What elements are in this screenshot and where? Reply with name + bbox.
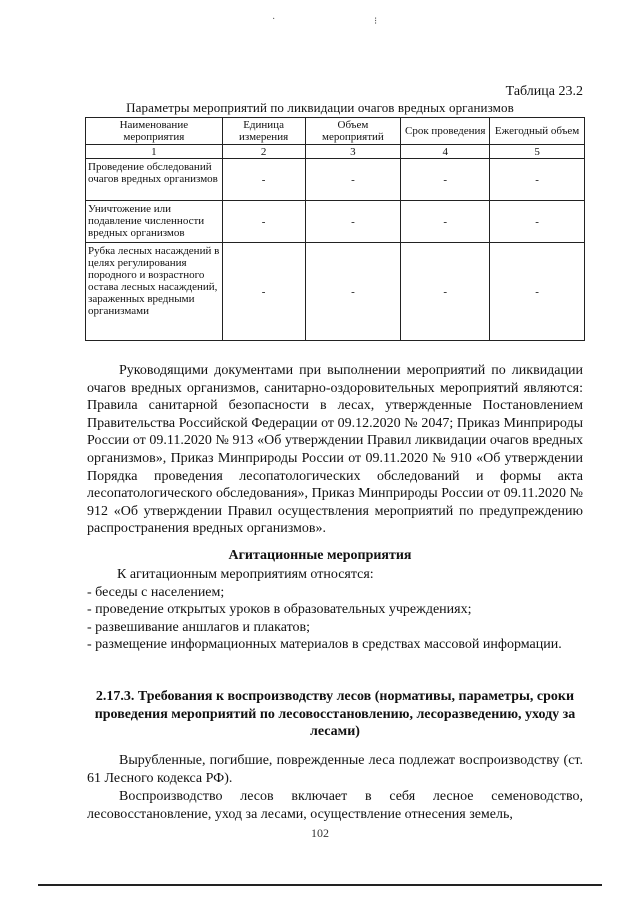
header-cell: Объем мероприятий bbox=[305, 118, 401, 145]
body-paragraph bbox=[87, 362, 583, 538]
row-name-cell: Проведение обследований очагов вредных организмов bbox=[86, 159, 223, 201]
list-item: - размещение информационных материалов в средствах массовой информации. bbox=[87, 637, 562, 653]
value-cell: - bbox=[401, 201, 490, 243]
column-number: 2 bbox=[222, 145, 305, 159]
footer-rule bbox=[38, 884, 602, 886]
table-title: Параметры мероприятий по ликвидации очагов вредных организмов bbox=[126, 100, 514, 115]
body-paragraph bbox=[87, 752, 583, 787]
list-item: - развешивание аншлагов и плакатов; bbox=[87, 619, 311, 635]
table-row bbox=[86, 243, 585, 341]
value-cell: - bbox=[401, 159, 490, 201]
column-number: 3 bbox=[305, 145, 401, 159]
scan-speck: · bbox=[272, 14, 276, 25]
table-row bbox=[86, 201, 585, 243]
value-cell: - bbox=[401, 243, 490, 341]
list-item: - беседы с населением; bbox=[87, 584, 225, 600]
section-heading: 2.17.3. Требования к воспроизводству лесов (нормативы, параметры, сроки проведения мероприятий по лесовосстановлению, лесоразведению, уходу за лесами) bbox=[94, 689, 576, 740]
value-cell: - bbox=[305, 243, 401, 341]
value-cell: - bbox=[222, 201, 305, 243]
header-cell: Наименование мероприятия bbox=[86, 118, 223, 145]
page-number: 102 bbox=[311, 826, 329, 840]
column-number: 4 bbox=[401, 145, 490, 159]
column-number-row bbox=[86, 145, 585, 159]
body-paragraph bbox=[87, 788, 583, 823]
section-subheading: Агитационные мероприятия bbox=[228, 548, 412, 563]
table-row bbox=[86, 159, 585, 201]
row-name-cell: Уничтожение или подавление численности вредных организмов bbox=[86, 201, 223, 243]
paragraph-text: Руководящими документами при выполнении мероприятий по ликвидации очагов вредных организмов, санитарно-оздоровительных мероприятий являются: Правила санитарной безопасности в лесах, утвержденные Постановлением Правительства Российской Федерации от 09.12.2020 № 2047; Приказ Минприроды России от 09.11.2020 № 913 «Об утверждении Правил ликвидации очагов вредных организмов», Приказ Минприроды России от 09.11.2020 № 910 «Об утверждении Порядка проведения лесопатологических обследований и формы акта лесопатологического обследования», Приказ Минприроды России от 09.11.2020 № 912 «Об утверждении Правил осуществления мероприятий по предупреждению распространения вредных организмов». bbox=[87, 363, 583, 537]
paragraph-text: Воспроизводство лесов включает в себя лесное семеноводство, лесовосстановление, уход за лесами, осуществление отнесения земель, bbox=[87, 789, 583, 822]
row-name-cell: Рубка лесных насаждений в целях регулирования породного и возрастного остава лесных насаждений, зараженных вредными организмами bbox=[86, 243, 223, 341]
header-cell: Срок проведения bbox=[401, 118, 490, 145]
table-number: Таблица 23.2 bbox=[505, 84, 583, 99]
value-cell: - bbox=[222, 159, 305, 201]
header-cell: Единица измерения bbox=[222, 118, 305, 145]
scan-speck: ⁝ bbox=[374, 16, 378, 27]
value-cell: - bbox=[490, 243, 585, 341]
header-cell: Ежегодный объем bbox=[490, 118, 585, 145]
column-number: 1 bbox=[86, 145, 223, 159]
value-cell: - bbox=[222, 243, 305, 341]
column-number: 5 bbox=[490, 145, 585, 159]
list-item: - проведение открытых уроков в образовательных учреждениях; bbox=[87, 602, 472, 618]
value-cell: - bbox=[490, 159, 585, 201]
parameters-table bbox=[85, 117, 585, 341]
paragraph-text: Вырубленные, погибшие, поврежденные леса подлежат воспроизводству (ст. 61 Лесного кодекса РФ). bbox=[87, 753, 583, 786]
value-cell: - bbox=[490, 201, 585, 243]
agitation-list bbox=[87, 566, 583, 654]
value-cell: - bbox=[305, 201, 401, 243]
list-intro: К агитационным мероприятиям относятся: bbox=[117, 567, 374, 582]
table-header-row bbox=[86, 118, 585, 145]
value-cell: - bbox=[305, 159, 401, 201]
